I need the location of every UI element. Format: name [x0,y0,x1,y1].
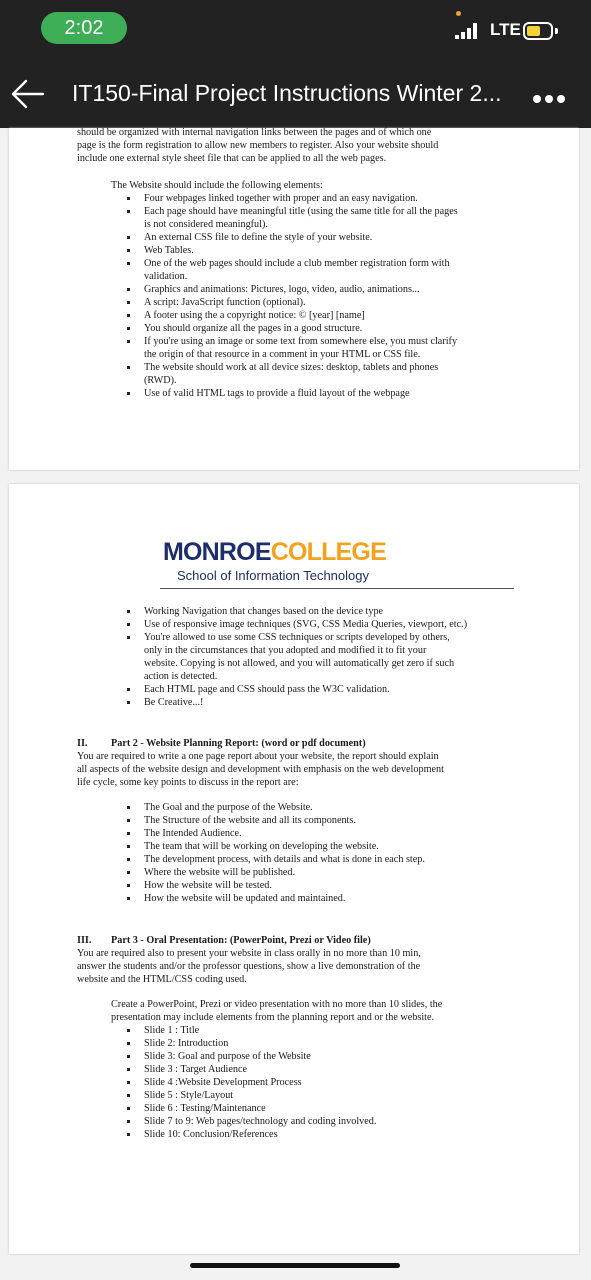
list-item-text: Use of valid HTML tags to provide a fluid layout of the webpage [144,388,410,399]
list-item-text: validation. [144,271,188,282]
home-indicator[interactable] [190,1263,400,1268]
part2-number: II. [77,738,88,749]
list-item [123,244,458,257]
part3-body-line: You are required also to present your website in class orally in no more than 10 min, [77,948,421,959]
list-item [123,231,458,244]
list-item [123,1102,376,1115]
list-item [123,605,467,618]
list-item [123,1128,376,1141]
status-time: 2:02 [41,12,127,44]
list-item [123,1037,376,1050]
list-item [123,1089,376,1102]
list-item-text: If you're using an image or some text from somewhere else, you must clarify [144,336,458,347]
list-item-text: Slide 3: Goal and purpose of the Website [144,1051,311,1062]
intro-line: page is the form registration to allow new members to register. Also your website should [77,140,439,151]
list-item-text: Slide 6 : Testing/Maintenance [144,1103,266,1114]
list-item [123,283,458,296]
list-item [123,879,425,892]
list-item-text: Web Tables. [144,245,194,256]
more-dots-icon[interactable] [533,90,573,100]
slides-list [123,1024,376,1141]
network-label: LTE [490,20,521,39]
list-item-text: The Goal and the purpose of the Website. [144,802,313,813]
list-item [123,1076,376,1089]
part3-create-line: presentation may include elements from the planning report and or the website. [111,1012,435,1023]
part2-body-line: all aspects of the website design and development with emphasis on the web development [77,764,444,775]
list-item [123,296,458,309]
header-divider [160,588,514,589]
list-item-text: Each page should have meaningful title (using the same title for all the pages [144,206,458,217]
list-item [123,801,425,814]
part3-body-line: website and the HTML/CSS coding used. [77,974,247,985]
logo-main: MONROE [163,538,271,566]
list-item-text: Use of responsive image techniques (SVG, CSS Media Queries, viewport, etc.) [144,619,468,630]
list-item-text: only in the circumstances that you adopted and modified it to fit your [144,645,427,656]
list-item [123,192,458,205]
list-item-text: the origin of that resource in a comment in your HTML or CSS file. [144,349,421,360]
part3-number: III. [77,935,92,946]
list-item-text: Slide 3 : Target Audience [144,1064,248,1075]
list-item-text: Working Navigation that changes based on the device type [144,606,384,617]
list-item-text: Slide 7 to 9: Web pages/technology and coding involved. [144,1116,377,1127]
list-item-text: Be Creative...! [144,697,204,708]
list-item-text: How the website will be tested. [144,880,272,891]
status-bar [0,0,591,62]
indicator-dot-icon [456,11,461,16]
college-logo [163,538,386,567]
list-item-text: The website should work at all device sizes: desktop, tablets and phones [144,362,439,373]
part3-body-line: answer the students and/or the professor questions, show a live demonstration of the [77,961,421,972]
list-item [123,827,425,840]
intro-line: should be organized with internal navigation links between the pages and of which one [77,127,432,138]
document-titlebar [0,62,591,128]
list-item [123,335,458,361]
list-item [123,1024,376,1037]
list-item [123,866,425,879]
elements-list-continued [123,605,467,709]
list-item [123,892,425,905]
list-item-text: A footer using the a copyright notice: © [year] [name] [144,310,365,321]
list-item [123,840,425,853]
list-item [123,1115,376,1128]
back-arrow-icon[interactable] [10,76,46,112]
part2-points [123,801,425,905]
list-item-text: Slide 10: Conclusion/References [144,1129,278,1140]
list-item [123,631,467,683]
list-item [123,309,458,322]
document-page-1 [9,128,579,470]
logo-subtitle: School of Information Technology [177,568,369,583]
list-item-text: The development process, with details and what is done in each step. [144,854,425,865]
list-item-text: You should organize all the pages in a good structure. [144,323,363,334]
list-item [123,618,467,631]
part2-body-line: life cycle, some key points to discuss in the report are: [77,777,299,788]
list-item [123,361,458,387]
list-item-text: Slide 1 : Title [144,1025,200,1036]
part3-create-line: Create a PowerPoint, Prezi or video presentation with no more than 10 slides, the [111,999,443,1010]
list-item-text: A script: JavaScript function (optional). [144,297,306,308]
logo-accent: COLLEGE [270,538,386,566]
list-item-text: The team that will be working on developing the website. [144,841,379,852]
document-title: IT150-Final Project Instructions Winter 2... [72,80,502,106]
list-item-text: Slide 4 :Website Development Process [144,1077,302,1088]
signal-bars-icon [455,23,485,39]
list-item [123,205,458,231]
list-item-text: Graphics and animations: Pictures, logo, video, audio, animations... [144,284,420,295]
list-item-text: Each HTML page and CSS should pass the W3C validation. [144,684,390,695]
part2-heading: Part 2 - Website Planning Report: (word or pdf document) [111,738,366,749]
list-item [123,683,467,696]
list-item-text: Slide 2: Introduction [144,1038,229,1049]
elements-list [123,192,458,400]
list-item-text: How the website will be updated and maintained. [144,893,346,904]
battery-tip [555,28,558,34]
battery-icon [523,22,553,40]
list-item-text: Where the website will be published. [144,867,296,878]
part2-body-line: You are required to write a one page report about your website, the report should explain [77,751,439,762]
list-item [123,322,458,335]
part3-heading: Part 3 - Oral Presentation: (PowerPoint, Prezi or Video file) [111,935,371,946]
list-item-text: Four webpages linked together with proper and an easy navigation. [144,193,418,204]
document-page-2 [9,484,579,1254]
list-item-text: You're allowed to use some CSS techniques or scripts developed by others, [144,632,450,643]
list-item [123,387,458,400]
list-item-text: The Intended Audience. [144,828,242,839]
list-item-text: is not considered meaningful). [144,219,268,230]
list-item [123,257,458,283]
intro-line: include one external style sheet file that can be applied to all the web pages. [77,153,387,164]
list-item-text: action is detected. [144,671,218,682]
list-item-text: Slide 5 : Style/Layout [144,1090,234,1101]
list-item-text: website. Copying is not allowed, and you will automatically get zero if such [144,658,455,669]
list-item [123,1063,376,1076]
list-item [123,853,425,866]
list-item [123,814,425,827]
list-item [123,1050,376,1063]
list-item-text: One of the web pages should include a club member registration form with [144,258,450,269]
list-item-text: An external CSS file to define the style of your website. [144,232,373,243]
list-item-text: (RWD). [144,375,177,386]
list-item-text: The Structure of the website and all its components. [144,815,356,826]
list-item [123,696,467,709]
elements-heading: The Website should include the following elements: [111,180,323,191]
